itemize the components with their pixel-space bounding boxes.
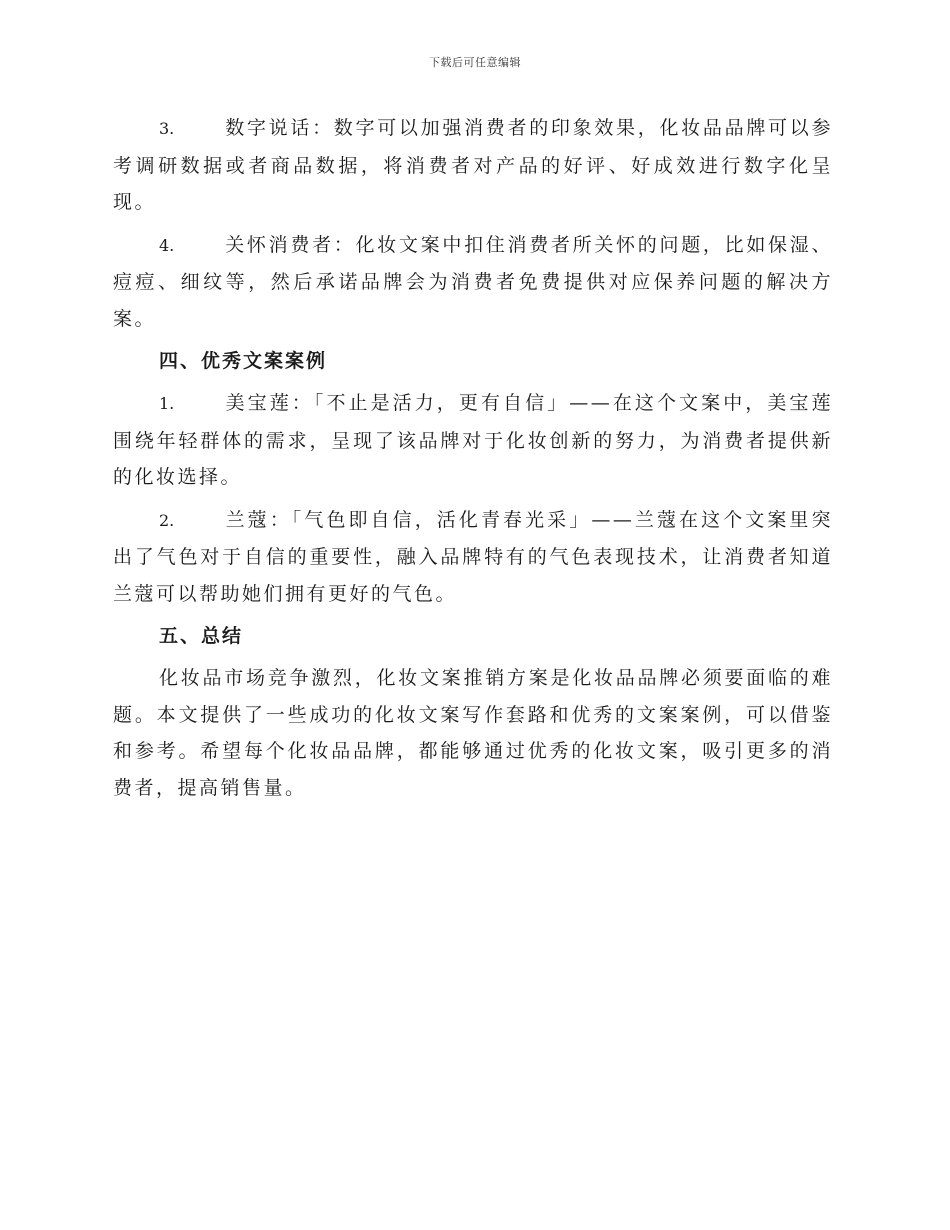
page-header: 下载后可任意编辑 xyxy=(429,56,521,69)
list-number: 3. xyxy=(159,119,175,138)
document-body xyxy=(113,110,833,812)
section-heading-cases: 四、优秀文案案例 xyxy=(159,350,328,372)
case-text: 美宝莲：「不止是活力，更有自信」——在这个文案中，美宝莲围绕年轻群体的需求，呈现了该品牌对于化妆创新的努力，为消费者提供新的化妆选择。 xyxy=(113,392,833,488)
list-number: 1. xyxy=(159,394,175,413)
tip-text: 关怀消费者：化妆文案中扣住消费者所关怀的问题，比如保湿、痘痘、细纹等，然后承诺品牌会为消费者免费提供对应保养问题的解决方案。 xyxy=(113,233,833,330)
case-text: 兰蔻：「气色即自信，活化青春光采」——兰蔻在这个文案里突出了气色对于自信的重要性，融入品牌特有的气色表现技术，让消费者知道兰蔻可以帮助她们拥有更好的气色。 xyxy=(113,508,833,605)
tip-text: 数字说话：数字可以加强消费者的印象效果，化妆品品牌可以参考调研数据或者商品数据，将消费者对产品的好评、好成效进行数字化呈现。 xyxy=(113,117,833,213)
tip-item-3 xyxy=(113,110,833,221)
case-item-1 xyxy=(113,385,833,496)
tip-item-4 xyxy=(113,227,833,338)
summary-paragraph: 化妆品市场竞争激烈，化妆文案推销方案是化妆品品牌必须要面临的难题。本文提供了一些成功的化妆文案写作套路和优秀的文案案例，可以借鉴和参考。希望每个化妆品品牌，都能够通过优秀的化妆文案，吸引更多的消费者，提高销售量。 xyxy=(113,667,833,799)
section-heading-summary: 五、总结 xyxy=(159,625,244,647)
list-number: 2. xyxy=(159,510,175,530)
list-number: 4. xyxy=(159,235,175,255)
case-item-2 xyxy=(113,502,833,613)
